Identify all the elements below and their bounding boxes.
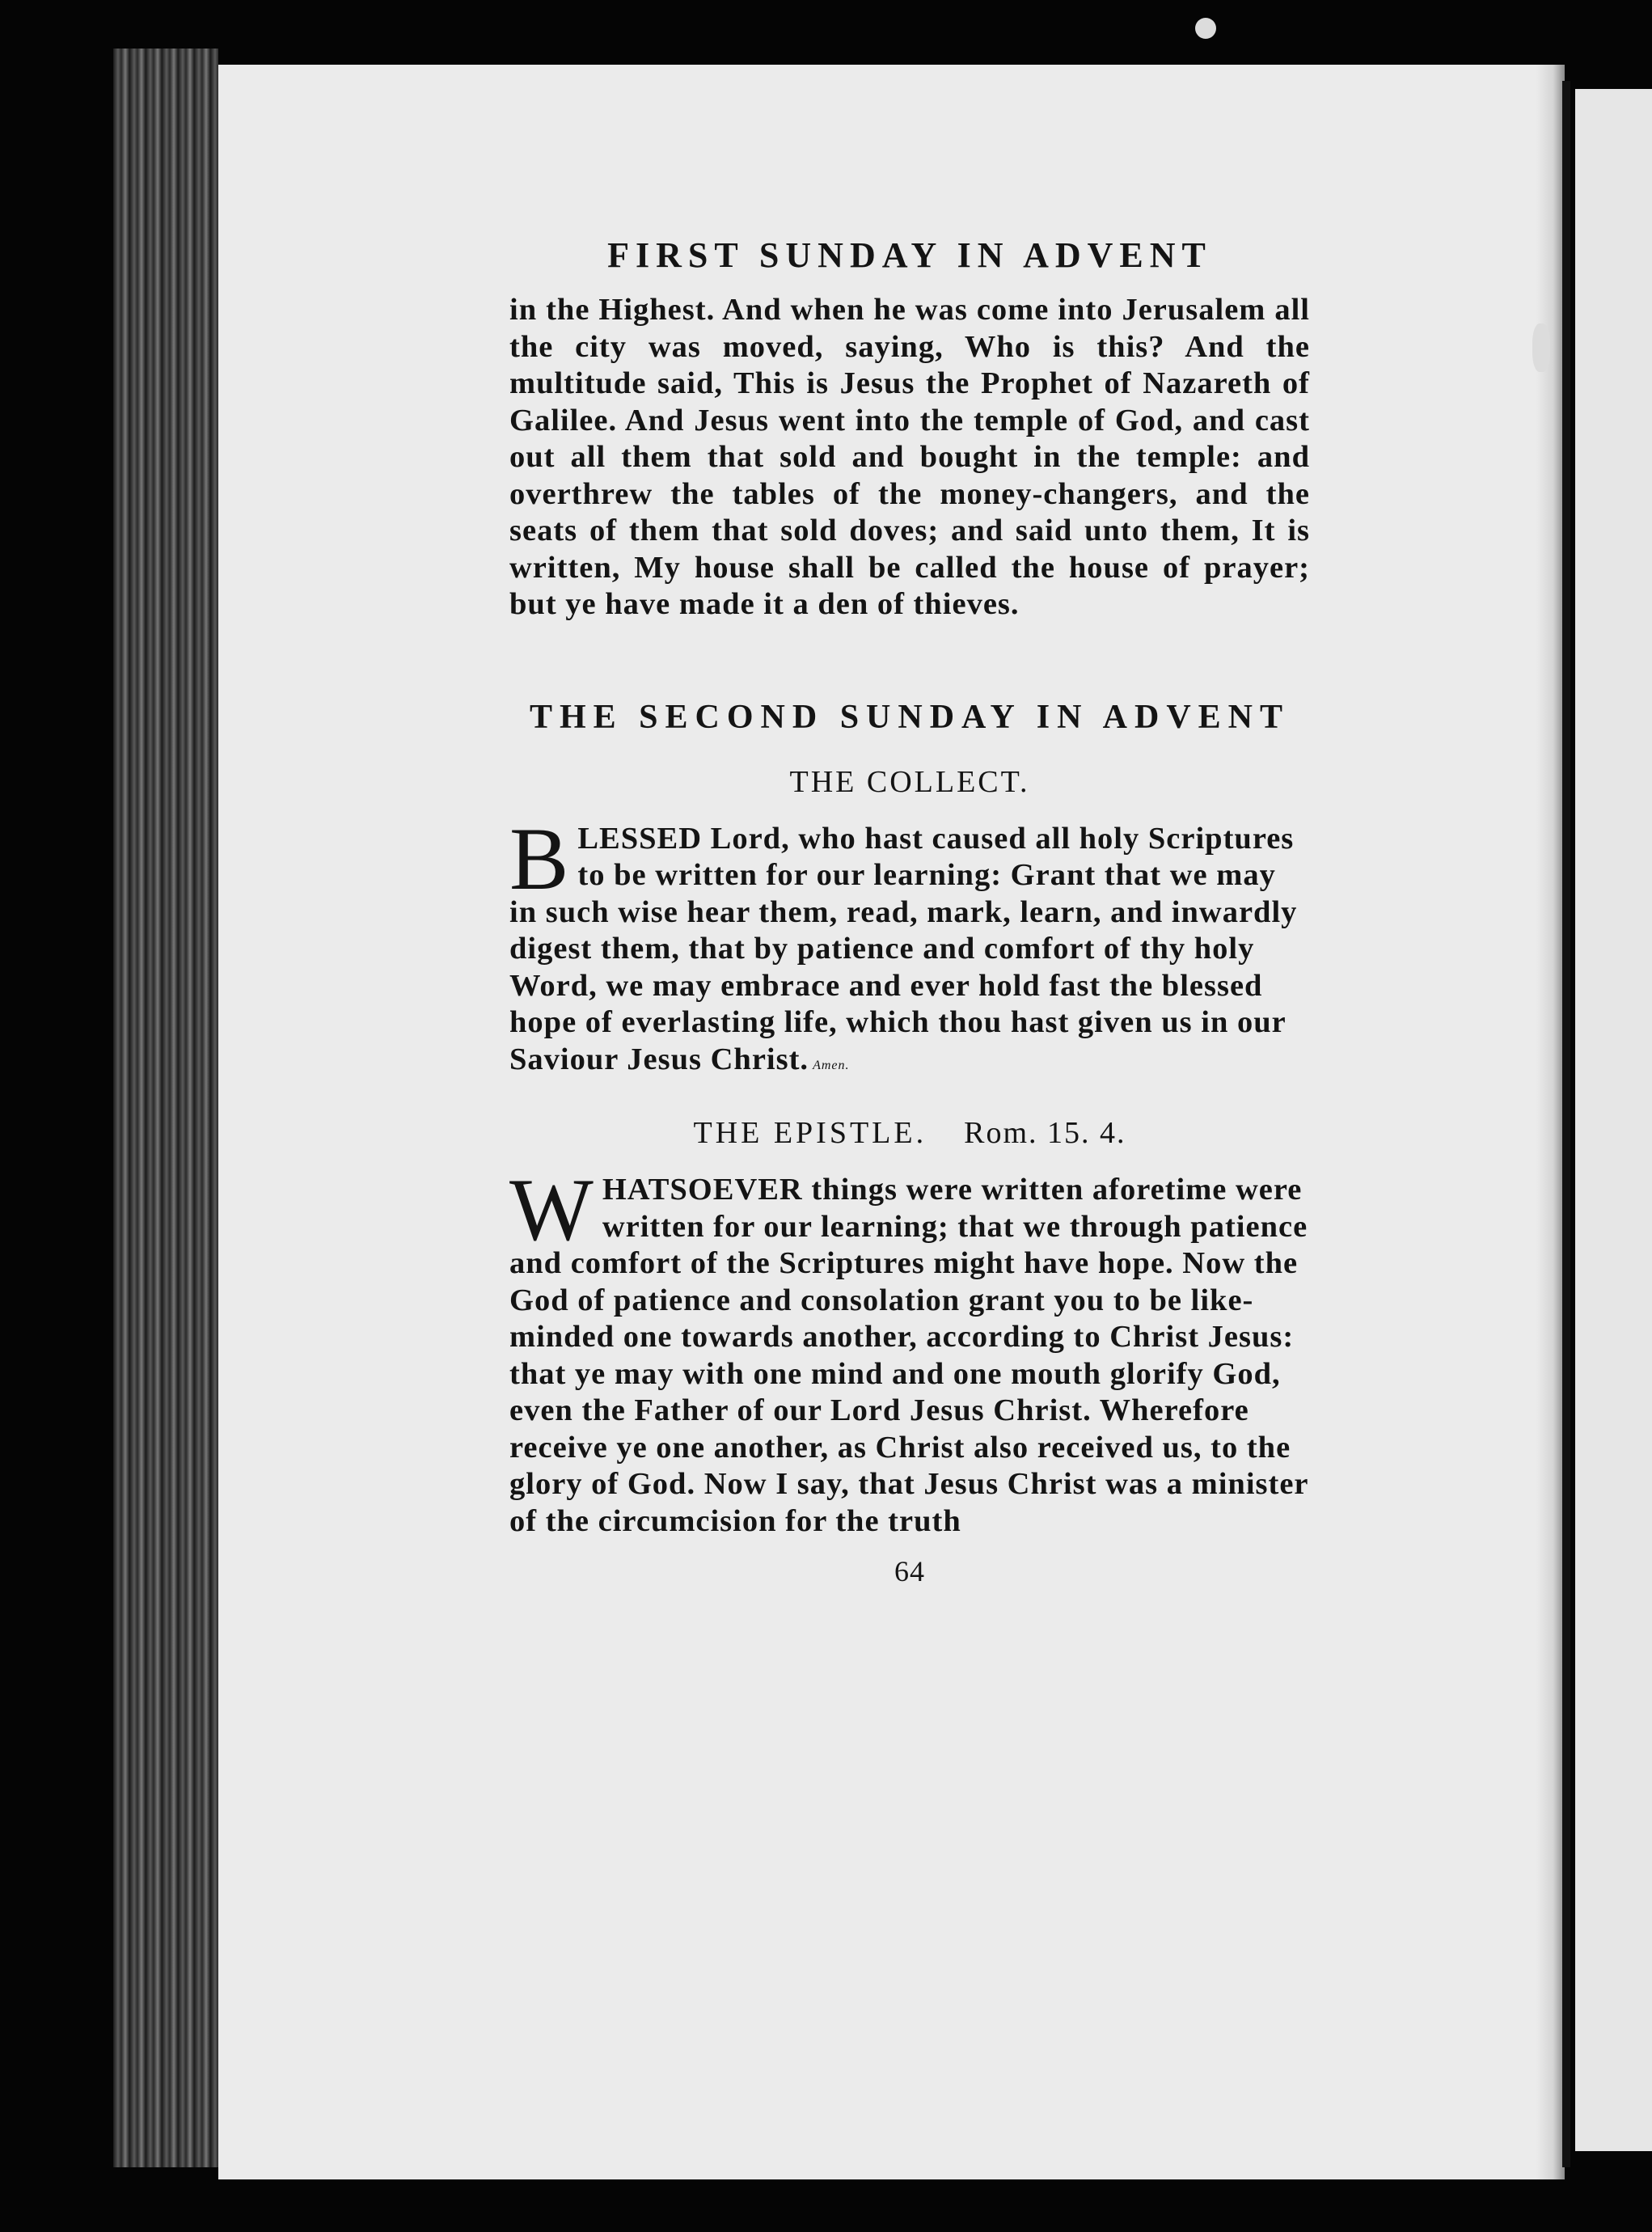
- collect-heading: THE COLLECT.: [789, 764, 1030, 799]
- collect-drop-cap: B: [509, 809, 570, 908]
- page-text: [509, 235, 1310, 1588]
- epistle-reference: Rom. 15. 4.: [964, 1116, 1126, 1150]
- gutter-line: [1562, 81, 1570, 2167]
- page-edge-shadow: [1536, 65, 1565, 2179]
- epistle-text: HATSOEVER things were written aforetime were written for our learning; that we through patience and comfort of the Scriptures might have hope. Now the God of patience and consolation grant you to be like-minded one towards another, according to Christ Jesus: that ye may with one mind and one mouth glorify God, even the Father of our Lord Jesus Christ. Wherefore receive ye one another, as Christ also received us, to the glory of God. Now I say, that Jesus Christ was a minister of the circumcision for the truth: [509, 1173, 1308, 1538]
- collect-amen: Amen.: [813, 1058, 850, 1072]
- epistle-paragraph: [509, 1160, 1310, 1540]
- book-binding: [113, 49, 218, 2167]
- epistle-heading: [509, 1115, 1310, 1151]
- collect-paragraph: [509, 809, 1310, 1079]
- continued-gospel-text: in the Highest. And when he was come into Jerusalem all the city was moved, saying, Who is this? And the multitude said, This is Jesus the Prophet of Nazareth of Galilee. And Jesus went into the temple of God, and cast out all them that sold and bought in the temple: and overthrew the tables of the money-changers, and the seats of them that sold doves; and said unto them, It is written, My house shall be called the house of prayer; but ye have made it a den of thieves.: [509, 293, 1310, 621]
- epistle-drop-cap: W: [509, 1160, 594, 1259]
- epistle-label: THE EPISTLE.: [693, 1116, 927, 1150]
- page-number: 64: [894, 1555, 925, 1587]
- running-head: FIRST SUNDAY IN ADVENT: [607, 235, 1212, 275]
- film-speck: [1195, 18, 1216, 39]
- collect-text: LESSED Lord, who hast caused all holy Scriptures to be written for our learning: Grant that we may in such wise hear them, read, mark, learn, and inwardly digest them, that by patience and comfort of thy holy Word, we may embrace and ever hold fast the blessed hope of everlasting life, which thou hast given us in our Saviour Jesus Christ.: [509, 821, 1298, 1076]
- section-title: THE SECOND SUNDAY IN ADVENT: [529, 698, 1291, 736]
- film-speck: [1532, 323, 1550, 372]
- facing-page-edge: [1575, 89, 1652, 2151]
